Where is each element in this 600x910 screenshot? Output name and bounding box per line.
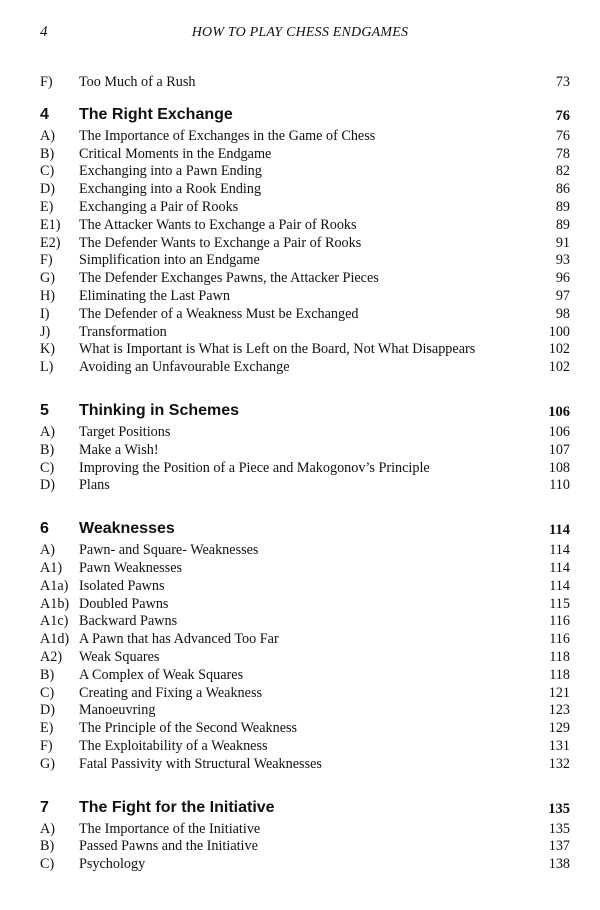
entry-code: A): [40, 423, 55, 440]
chapter-page: 76: [555, 107, 570, 124]
entry-code: A1): [40, 559, 63, 576]
chapter-number: 5: [40, 401, 49, 419]
page-number: 4: [40, 24, 48, 40]
toc-entry: [40, 560, 570, 578]
entry-title: Make a Wish!: [79, 441, 159, 458]
entry-page: 96: [555, 270, 570, 287]
entry-title: Creating and Fixing a Weakness: [79, 684, 262, 701]
toc-entry: [40, 128, 570, 146]
entry-code: L): [40, 359, 54, 376]
toc-entry: [40, 424, 570, 442]
chapter-title: The Right Exchange: [79, 105, 233, 123]
entry-page: 129: [548, 720, 570, 737]
entry-page: 82: [555, 163, 570, 180]
entry-code: A): [40, 127, 55, 144]
toc-entry: [40, 181, 570, 199]
entry-code: A): [40, 542, 55, 559]
page-header: [0, 24, 600, 44]
entry-page: 138: [548, 856, 570, 873]
entry-title: Eliminating the Last Pawn: [79, 287, 230, 304]
entry-title: Doubled Pawns: [79, 595, 169, 612]
entry-title: Psychology: [79, 856, 146, 873]
entry-code: A): [40, 820, 55, 837]
entry-code: C): [40, 856, 55, 873]
entry-title: The Exploitability of a Weakness: [79, 737, 268, 754]
chapter-heading: [40, 518, 570, 542]
entry-page: 102: [548, 341, 570, 358]
entry-page: 86: [555, 181, 570, 198]
entry-page: 116: [549, 613, 570, 630]
toc-entry: [40, 235, 570, 253]
entry-page: 108: [548, 459, 570, 476]
entry-title: A Complex of Weak Squares: [79, 666, 244, 683]
running-title: HOW TO PLAY CHESS ENDGAMES: [191, 25, 409, 40]
entry-title: Exchanging a Pair of Rooks: [79, 198, 239, 215]
toc-entry: [40, 720, 570, 738]
entry-code: D): [40, 181, 55, 198]
toc-entry: [40, 667, 570, 685]
entry-page: 118: [549, 666, 570, 683]
entry-title: Exchanging into a Rook Ending: [79, 181, 262, 198]
entry-code: E2): [40, 234, 61, 251]
entry-page: 132: [548, 755, 570, 772]
toc-entry: [40, 542, 570, 560]
chapter-title: Weaknesses: [79, 520, 175, 538]
toc-entry: [40, 613, 570, 631]
entry-title: Improving the Position of a Piece and Makogonov’s Principle: [79, 459, 430, 476]
entry-title: Plans: [79, 477, 110, 494]
entry-title: What is Important is What is Left on the Board, Not What Disappears: [79, 341, 476, 358]
chapter-heading: [40, 104, 570, 128]
toc-entry: [40, 702, 570, 720]
toc-entry: [40, 146, 570, 164]
toc-entry: [40, 685, 570, 703]
entry-code: H): [40, 287, 55, 304]
chapter-heading: [40, 400, 570, 424]
toc-entry: [40, 252, 570, 270]
chapter-number: 4: [40, 105, 49, 123]
entry-page: 97: [555, 287, 570, 304]
chapter-title: The Fight for the Initiative: [79, 798, 275, 816]
toc-entry: [40, 199, 570, 217]
entry-title: A Pawn that has Advanced Too Far: [79, 631, 279, 648]
entry-title: Manoeuvring: [79, 702, 156, 719]
toc-entry: [40, 359, 570, 377]
chapter-page: 114: [549, 522, 570, 539]
entry-title: Critical Moments in the Endgame: [79, 145, 272, 162]
toc-entry: [40, 821, 570, 839]
entry-code: C): [40, 684, 55, 701]
entry-page: 76: [555, 127, 570, 144]
entry-code: B): [40, 441, 55, 458]
entry-code: G): [40, 270, 55, 287]
toc-entry: [40, 838, 570, 856]
entry-code: I): [40, 305, 50, 322]
entry-page: 116: [549, 631, 570, 648]
toc-entry: [40, 460, 570, 478]
chapter-number: 7: [40, 798, 49, 816]
entry-title: The Importance of the Initiative: [79, 820, 261, 837]
entry-code: D): [40, 477, 55, 494]
chapter-page: 106: [548, 403, 570, 420]
entry-title: Avoiding an Unfavourable Exchange: [79, 359, 290, 376]
entry-code: F): [40, 737, 53, 754]
toc-entry: [40, 217, 570, 235]
entry-title: Weak Squares: [79, 648, 160, 665]
entry-page: 98: [555, 305, 570, 322]
entry-title: The Defender of a Weakness Must be Exchanged: [79, 305, 359, 322]
entry-title: Simplification into an Endgame: [79, 252, 260, 269]
toc-entry: [40, 856, 570, 874]
entry-page: 121: [548, 684, 570, 701]
entry-code: E): [40, 198, 54, 215]
entry-page: 137: [548, 838, 570, 855]
entry-title: Fatal Passivity with Structural Weaknesses: [79, 755, 322, 772]
chapter-title: Thinking in Schemes: [79, 401, 240, 419]
entry-page: 118: [549, 648, 570, 665]
toc-entry: [40, 74, 570, 92]
entry-page: 89: [555, 198, 570, 215]
entry-title: Too Much of a Rush: [79, 74, 196, 90]
entry-code: A1c): [40, 613, 69, 630]
entry-code: A1a): [40, 577, 69, 594]
entry-page: 107: [548, 441, 570, 458]
toc-entry: [40, 631, 570, 649]
entry-page: 123: [548, 702, 570, 719]
entry-page: 102: [548, 359, 570, 376]
entry-title: Isolated Pawns: [79, 577, 165, 594]
toc-entry: [40, 477, 570, 495]
toc-entry: [40, 596, 570, 614]
entry-page: 91: [555, 234, 570, 251]
entry-page: 131: [548, 737, 570, 754]
toc-entry: [40, 324, 570, 342]
table-of-contents: [40, 74, 570, 874]
entry-page: 73: [555, 74, 570, 90]
entry-page: 114: [549, 559, 570, 576]
toc-entry: [40, 442, 570, 460]
entry-code: J): [40, 323, 51, 340]
entry-code: A1d): [40, 631, 70, 648]
entry-title: Passed Pawns and the Initiative: [79, 838, 258, 855]
entry-page: 100: [548, 323, 570, 340]
entry-page: 135: [548, 820, 570, 837]
entry-title: Target Positions: [79, 423, 171, 440]
entry-page: 106: [548, 423, 570, 440]
toc-entry: [40, 578, 570, 596]
entry-page: 110: [549, 477, 570, 494]
entry-code: F): [40, 252, 53, 269]
entry-code: B): [40, 145, 55, 162]
entry-page: 93: [555, 252, 570, 269]
entry-title: The Defender Exchanges Pawns, the Attacker Pieces: [79, 270, 379, 287]
entry-code: K): [40, 341, 55, 358]
toc-entry: [40, 756, 570, 774]
entry-page: 114: [549, 577, 570, 594]
entry-title: Transformation: [79, 323, 167, 340]
chapter-number: 6: [40, 520, 49, 538]
entry-page: 114: [549, 542, 570, 559]
entry-title: The Attacker Wants to Exchange a Pair of Rooks: [79, 216, 357, 233]
entry-page: 78: [555, 145, 570, 162]
entry-code: F): [40, 74, 53, 90]
chapter-heading: [40, 797, 570, 821]
entry-title: Pawn Weaknesses: [79, 559, 183, 576]
toc-entry: [40, 649, 570, 667]
entry-title: Exchanging into a Pawn Ending: [79, 163, 262, 180]
toc-entry: [40, 738, 570, 756]
entry-title: Backward Pawns: [79, 613, 178, 630]
toc-entry: [40, 306, 570, 324]
toc-entry: [40, 270, 570, 288]
entry-title: The Defender Wants to Exchange a Pair of Rooks: [79, 234, 362, 251]
toc-entry: [40, 163, 570, 181]
entry-code: D): [40, 702, 55, 719]
entry-page: 115: [549, 595, 570, 612]
entry-code: G): [40, 755, 55, 772]
entry-title: The Principle of the Second Weakness: [79, 720, 298, 737]
entry-title: The Importance of Exchanges in the Game of Chess: [79, 127, 376, 144]
entry-code: C): [40, 459, 55, 476]
chapter-page: 135: [548, 800, 570, 817]
entry-code: A2): [40, 648, 63, 665]
entry-code: E1): [40, 216, 61, 233]
entry-code: B): [40, 838, 55, 855]
entry-page: 89: [555, 216, 570, 233]
entry-title: Pawn- and Square- Weaknesses: [79, 542, 259, 559]
entry-code: E): [40, 720, 54, 737]
entry-code: C): [40, 163, 55, 180]
entry-code: B): [40, 666, 55, 683]
entry-code: A1b): [40, 595, 70, 612]
toc-entry: [40, 341, 570, 359]
toc-entry: [40, 288, 570, 306]
